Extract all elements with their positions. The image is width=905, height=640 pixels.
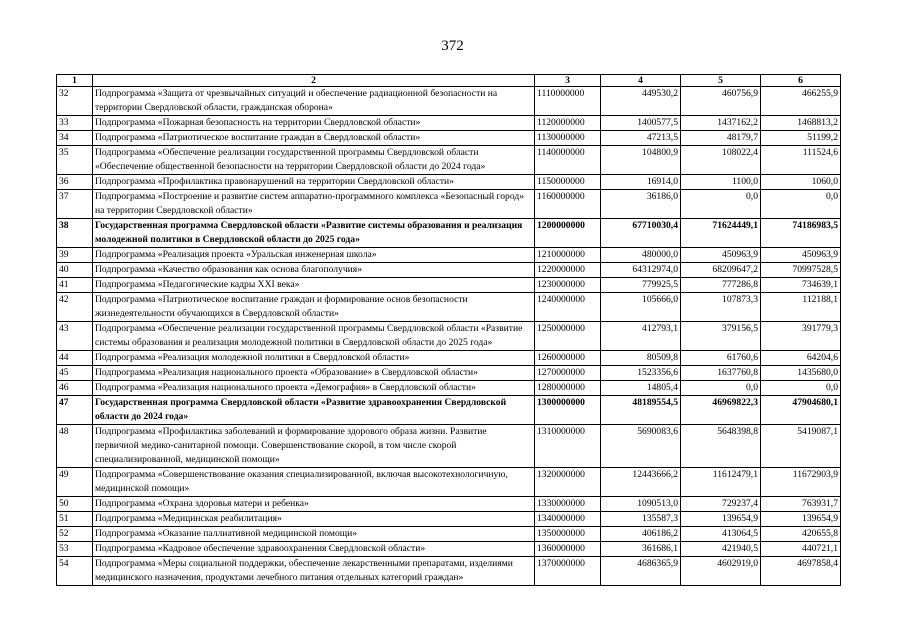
amount-cell-col4: 412793,1 <box>601 322 681 351</box>
amount-cell-col4: 361686,1 <box>601 542 681 557</box>
row-number-cell: 51 <box>57 512 93 527</box>
row-number-cell: 54 <box>57 557 93 586</box>
amount-cell-col4: 480000,0 <box>601 248 681 263</box>
amount-cell-col6: 112188,1 <box>761 293 841 322</box>
program-name-cell: Подпрограмма «Построение и развитие систем аппаратно-программного комплекса «Безопасный город» на территории Свердловской области» <box>93 190 535 219</box>
budget-table <box>56 74 841 586</box>
table-row <box>57 468 841 497</box>
program-code-cell: 1130000000 <box>535 131 601 146</box>
program-name-cell: Подпрограмма «Педагогические кадры XXI века» <box>93 278 535 293</box>
program-name-cell: Подпрограмма «Профилактика заболеваний и формирование здорового образа жизни. Развитие первичной медико-санитарной помощи. Совершенствование скорой, в том числе скорой специализированной, медицинской помощи» <box>93 425 535 468</box>
amount-cell-col4: 779925,5 <box>601 278 681 293</box>
program-code-cell: 1370000000 <box>535 557 601 586</box>
table-body <box>57 87 841 586</box>
amount-cell-col4: 105666,0 <box>601 293 681 322</box>
table-row <box>57 366 841 381</box>
amount-cell-col5: 1100,0 <box>681 175 761 190</box>
program-name-cell: Подпрограмма «Реализация национального проекта «Демография» в Свердловской области» <box>93 381 535 396</box>
column-header: 5 <box>681 75 761 87</box>
amount-cell-col5: 413064,5 <box>681 527 761 542</box>
amount-cell-col4: 449530,2 <box>601 87 681 116</box>
page-number: 372 <box>441 38 464 54</box>
amount-cell-col4: 4686365,9 <box>601 557 681 586</box>
amount-cell-col4: 16914,0 <box>601 175 681 190</box>
amount-cell-col5: 107873,3 <box>681 293 761 322</box>
program-code-cell: 1330000000 <box>535 497 601 512</box>
amount-cell-col4: 47213,5 <box>601 131 681 146</box>
amount-cell-col6: 51199,2 <box>761 131 841 146</box>
program-code-cell: 1260000000 <box>535 351 601 366</box>
amount-cell-col5: 68209647,2 <box>681 263 761 278</box>
amount-cell-col6: 139654,9 <box>761 512 841 527</box>
amount-cell-col4: 80509,8 <box>601 351 681 366</box>
amount-cell-col6: 64204,6 <box>761 351 841 366</box>
amount-cell-col6: 4697858,4 <box>761 557 841 586</box>
table-row <box>57 293 841 322</box>
column-header: 4 <box>601 75 681 87</box>
row-number-cell: 49 <box>57 468 93 497</box>
table-row <box>57 263 841 278</box>
amount-cell-col5: 139654,9 <box>681 512 761 527</box>
program-name-cell: Подпрограмма «Реализация национального проекта «Образование» в Свердловской области» <box>93 366 535 381</box>
row-number-cell: 53 <box>57 542 93 557</box>
amount-cell-col6: 466255,9 <box>761 87 841 116</box>
table-row <box>57 175 841 190</box>
amount-cell-col6: 763931,7 <box>761 497 841 512</box>
program-code-cell: 1150000000 <box>535 175 601 190</box>
row-number-cell: 43 <box>57 322 93 351</box>
program-code-cell: 1210000000 <box>535 248 601 263</box>
program-code-cell: 1270000000 <box>535 366 601 381</box>
program-code-cell: 1340000000 <box>535 512 601 527</box>
amount-cell-col5: 48179,7 <box>681 131 761 146</box>
amount-cell-col6: 74186983,5 <box>761 219 841 248</box>
program-code-cell: 1280000000 <box>535 381 601 396</box>
table-row <box>57 219 841 248</box>
column-header: 6 <box>761 75 841 87</box>
table-row <box>57 425 841 468</box>
amount-cell-col4: 1400577,5 <box>601 116 681 131</box>
amount-cell-col6: 391779,3 <box>761 322 841 351</box>
amount-cell-col6: 1060,0 <box>761 175 841 190</box>
table-row <box>57 542 841 557</box>
program-code-cell: 1160000000 <box>535 190 601 219</box>
program-code-cell: 1230000000 <box>535 278 601 293</box>
row-number-cell: 45 <box>57 366 93 381</box>
program-code-cell: 1140000000 <box>535 146 601 175</box>
program-code-cell: 1310000000 <box>535 425 601 468</box>
amount-cell-col4: 48189554,5 <box>601 396 681 425</box>
program-name-cell: Подпрограмма «Патриотическое воспитание граждан и формирование основ безопасности жизнедеятельности обучающихся в Свердловской области» <box>93 293 535 322</box>
table-row <box>57 381 841 396</box>
row-number-cell: 35 <box>57 146 93 175</box>
amount-cell-col6: 1435680,0 <box>761 366 841 381</box>
table-row <box>57 322 841 351</box>
amount-cell-col6: 0,0 <box>761 381 841 396</box>
table-row <box>57 190 841 219</box>
amount-cell-col6: 5419087,1 <box>761 425 841 468</box>
program-code-cell: 1350000000 <box>535 527 601 542</box>
program-code-cell: 1110000000 <box>535 87 601 116</box>
amount-cell-col4: 406186,2 <box>601 527 681 542</box>
amount-cell-col5: 729237,4 <box>681 497 761 512</box>
amount-cell-col5: 1637760,8 <box>681 366 761 381</box>
amount-cell-col5: 379156,5 <box>681 322 761 351</box>
row-number-cell: 41 <box>57 278 93 293</box>
program-code-cell: 1360000000 <box>535 542 601 557</box>
amount-cell-col4: 14805,4 <box>601 381 681 396</box>
amount-cell-col4: 5690083,6 <box>601 425 681 468</box>
row-number-cell: 47 <box>57 396 93 425</box>
amount-cell-col5: 71624449,1 <box>681 219 761 248</box>
amount-cell-col5: 0,0 <box>681 381 761 396</box>
amount-cell-col6: 440721,1 <box>761 542 841 557</box>
amount-cell-col4: 104800,9 <box>601 146 681 175</box>
program-name-cell: Подпрограмма «Охрана здоровья матери и ребенка» <box>93 497 535 512</box>
row-number-cell: 33 <box>57 116 93 131</box>
program-name-cell: Подпрограмма «Обеспечение реализации государственной программы Свердловской области «Развитие системы образования и реализация молодежной политики в Свердловской области до 2025 года» <box>93 322 535 351</box>
row-number-cell: 39 <box>57 248 93 263</box>
amount-cell-col5: 108022,4 <box>681 146 761 175</box>
amount-cell-col4: 64312974,0 <box>601 263 681 278</box>
amount-cell-col5: 421940,5 <box>681 542 761 557</box>
amount-cell-col5: 450963,9 <box>681 248 761 263</box>
amount-cell-col5: 460756,9 <box>681 87 761 116</box>
row-number-cell: 38 <box>57 219 93 248</box>
amount-cell-col6: 70997528,5 <box>761 263 841 278</box>
amount-cell-col5: 5648398,8 <box>681 425 761 468</box>
program-name-cell: Подпрограмма «Профилактика правонарушений на территории Свердловской области» <box>93 175 535 190</box>
row-number-cell: 32 <box>57 87 93 116</box>
program-name-cell: Подпрограмма «Реализация проекта «Уральская инженерная школа» <box>93 248 535 263</box>
table-row <box>57 557 841 586</box>
row-number-cell: 37 <box>57 190 93 219</box>
program-name-cell: Подпрограмма «Реализация молодежной политики в Свердловской области» <box>93 351 535 366</box>
amount-cell-col6: 420655,8 <box>761 527 841 542</box>
column-header: 2 <box>93 75 535 87</box>
table-row <box>57 278 841 293</box>
program-code-cell: 1320000000 <box>535 468 601 497</box>
row-number-cell: 34 <box>57 131 93 146</box>
row-number-cell: 48 <box>57 425 93 468</box>
row-number-cell: 42 <box>57 293 93 322</box>
program-name-cell: Подпрограмма «Кадровое обеспечение здравоохранения Свердловской области» <box>93 542 535 557</box>
amount-cell-col4: 67710030,4 <box>601 219 681 248</box>
amount-cell-col4: 135587,3 <box>601 512 681 527</box>
program-code-cell: 1200000000 <box>535 219 601 248</box>
amount-cell-col4: 12443666,2 <box>601 468 681 497</box>
row-number-cell: 50 <box>57 497 93 512</box>
row-number-cell: 52 <box>57 527 93 542</box>
table-row <box>57 131 841 146</box>
table-row <box>57 497 841 512</box>
table-row <box>57 512 841 527</box>
program-name-cell: Подпрограмма «Патриотическое воспитание граждан в Свердловской области» <box>93 131 535 146</box>
program-code-cell: 1300000000 <box>535 396 601 425</box>
program-name-cell: Государственная программа Свердловской области «Развитие системы образования и реализация молодежной политики в Свердловской области до 2025 года» <box>93 219 535 248</box>
amount-cell-col5: 11612479,1 <box>681 468 761 497</box>
table-row <box>57 248 841 263</box>
amount-cell-col4: 1523356,6 <box>601 366 681 381</box>
table-row <box>57 351 841 366</box>
amount-cell-col6: 0,0 <box>761 190 841 219</box>
amount-cell-col6: 450963,9 <box>761 248 841 263</box>
program-name-cell: Подпрограмма «Совершенствование оказания специализированной, включая высокотехнологичную, медицинской помощи» <box>93 468 535 497</box>
amount-cell-col5: 777286,8 <box>681 278 761 293</box>
amount-cell-col5: 4602919,0 <box>681 557 761 586</box>
row-number-cell: 46 <box>57 381 93 396</box>
amount-cell-col6: 11672903,9 <box>761 468 841 497</box>
table-row <box>57 116 841 131</box>
amount-cell-col6: 47904680,1 <box>761 396 841 425</box>
program-name-cell: Государственная программа Свердловской области «Развитие здравоохранения Свердловской области до 2024 года» <box>93 396 535 425</box>
program-name-cell: Подпрограмма «Качество образования как основа благополучия» <box>93 263 535 278</box>
program-name-cell: Подпрограмма «Обеспечение реализации государственной программы Свердловской области «Обеспечение общественной безопасности на территории Свердловской области до 2024 года» <box>93 146 535 175</box>
amount-cell-col6: 734639,1 <box>761 278 841 293</box>
table-row <box>57 527 841 542</box>
amount-cell-col4: 1090513,0 <box>601 497 681 512</box>
program-name-cell: Подпрограмма «Меры социальной поддержки, обеспечение лекарственными препаратами, изделиями медицинского назначения, продуктами лечебного питания отдельных категорий граждан» <box>93 557 535 586</box>
amount-cell-col6: 1468813,2 <box>761 116 841 131</box>
program-name-cell: Подпрограмма «Пожарная безопасность на территории Свердловской области» <box>93 116 535 131</box>
amount-cell-col5: 0,0 <box>681 190 761 219</box>
amount-cell-col5: 46969822,3 <box>681 396 761 425</box>
program-code-cell: 1120000000 <box>535 116 601 131</box>
amount-cell-col4: 36186,0 <box>601 190 681 219</box>
amount-cell-col5: 61760,6 <box>681 351 761 366</box>
table-row <box>57 87 841 116</box>
program-name-cell: Подпрограмма «Защита от чрезвычайных ситуаций и обеспечение радиационной безопасности на территории Свердловской области, гражданская оборона» <box>93 87 535 116</box>
program-code-cell: 1250000000 <box>535 322 601 351</box>
row-number-cell: 44 <box>57 351 93 366</box>
program-name-cell: Подпрограмма «Медицинская реабилитация» <box>93 512 535 527</box>
column-header: 1 <box>57 75 93 87</box>
row-number-cell: 36 <box>57 175 93 190</box>
table-header-row <box>57 75 841 87</box>
table-row <box>57 146 841 175</box>
amount-cell-col5: 1437162,2 <box>681 116 761 131</box>
amount-cell-col6: 111524,6 <box>761 146 841 175</box>
column-header: 3 <box>535 75 601 87</box>
program-code-cell: 1240000000 <box>535 293 601 322</box>
program-name-cell: Подпрограмма «Оказание паллиативной медицинской помощи» <box>93 527 535 542</box>
program-code-cell: 1220000000 <box>535 263 601 278</box>
table-row <box>57 396 841 425</box>
row-number-cell: 40 <box>57 263 93 278</box>
